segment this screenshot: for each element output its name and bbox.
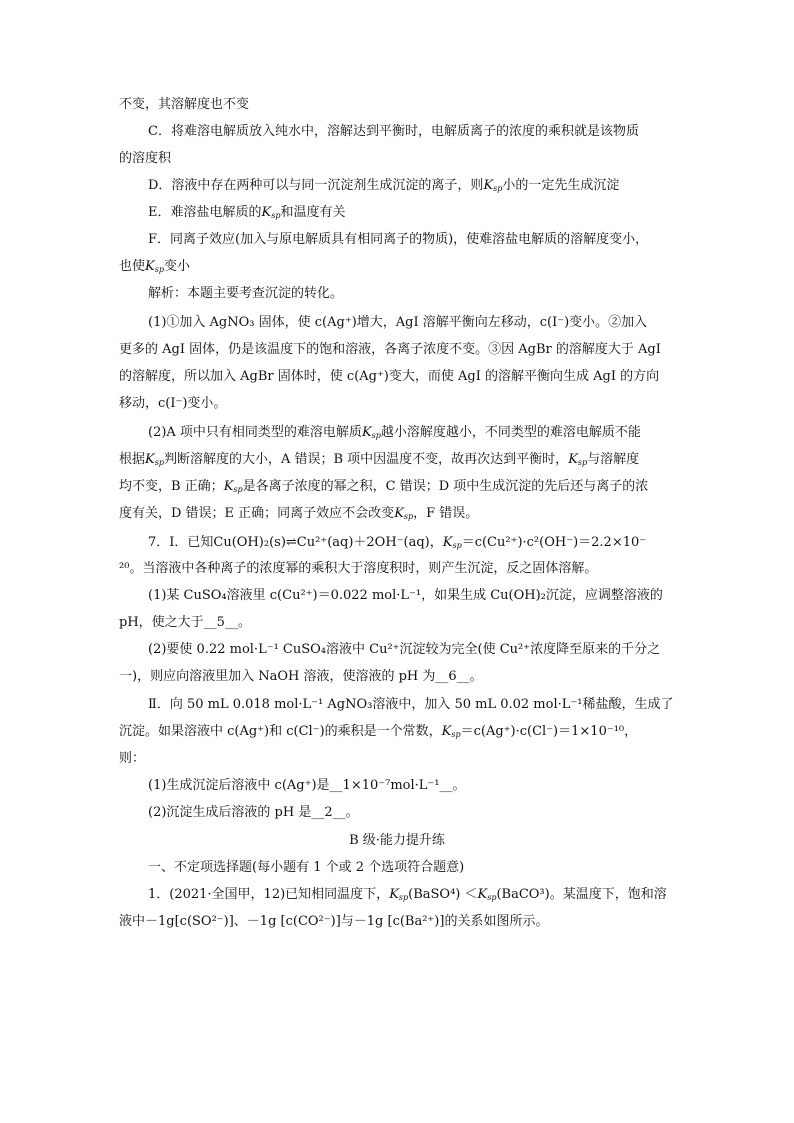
text: E．难溶盐电解质的 <box>148 205 262 220</box>
text: 和温度有关 <box>280 205 346 220</box>
ksp-symbol: $K_{sp}$ <box>483 178 503 193</box>
ksp-symbol: $K_{sp}$ <box>442 535 462 550</box>
question-line: 则： <box>119 751 146 766</box>
answer-blank: __5__ <box>203 615 238 630</box>
analysis-line: 根据$K_{sp}$判断溶解度的大小，A 错误；B 项中因温度不变，故再次达到平衡时，$K_{sp}$与溶解度 <box>119 452 640 467</box>
section-heading: B 级·能力提升练 <box>349 833 445 848</box>
analysis-heading: 解析：本题主要考查沉淀的转化。 <box>148 286 344 301</box>
question-1-line: 1．(2021·全国甲，12)已知相同温度下，$K_{sp}(BaSO^4)$ $<K_{sp}(BaCO^3)$。某温度下，饱和溶 <box>148 887 667 902</box>
text-line <box>119 258 190 276</box>
answer-blank: __2__ <box>311 805 346 820</box>
answer-blank: __1×10⁻⁷mol·L⁻¹__ <box>329 778 453 793</box>
analysis-line: 移动，c(I⁻)变小。 <box>119 396 227 411</box>
analysis-line: 均不变，B 正确；$K_{sp}$是各离子浓度的幂之积，C 错误；D 项中生成沉淀的先后还与离子的浓 <box>119 479 649 494</box>
ksp-symbol: $K_{sp}$ <box>394 506 414 521</box>
question-line: (2)要使 0.22 mol·L⁻¹ CuSO₄溶液中 Cu²⁺沉淀较为完全(使 Cu²⁺浓度降至原来的千分之 <box>148 642 661 657</box>
option-e-line <box>148 204 345 222</box>
question-1-line: 液中－1g[c(SO²⁻)]、－1g [c(CO²⁻)]与－1g [c(Ba²⁺)]的关系如图所示。 <box>119 914 549 929</box>
analysis-line: (2)A 项中只有相同类型的难溶电解质$K_{sp}$越小溶解度越小，不同类型的难溶电解质不能 <box>148 425 641 440</box>
question-7-line: 7．Ⅰ．已知Cu(OH)₂(s)⇌Cu²⁺(aq)＋2OH⁻(aq)，$K_{sp}=c(Cu^{2+})\cdot c^2(OH^-)=2.2\times 10^-$ <box>148 535 647 550</box>
question-line: 一)，则应向溶液里加入 NaOH 溶液，使溶液的 pH 为__6__。 <box>119 669 483 684</box>
ksp-symbol: $K_{sp}$ <box>477 887 497 902</box>
answer-blank: __6__ <box>435 669 470 684</box>
ksp-symbol: $K_{sp}$ <box>568 452 588 467</box>
option-f-line: F．同离子效应(加入与原电解质具有相同离子的物质)，使难溶盐电解质的溶解度变小， <box>148 232 649 247</box>
question-7-line: ²⁰。当溶液中各种离子的浓度幂的乘积大于溶度积时，则产生沉淀，反之固体溶解。 <box>119 561 598 576</box>
equilibrium-arrow-icon: ⇌ <box>285 535 297 550</box>
analysis-line: 更多的 AgI 固体，仍是该温度下的饱和溶液，各离子浓度不变。③因 AgBr 的溶解度大于 AgI <box>119 342 661 357</box>
option-c-line: C．将难溶电解质放入纯水中，溶解达到平衡时，电解质离子的浓度的乘积就是该物质 <box>148 124 639 139</box>
question-line: (2)沉淀生成后溶液的 pH 是__2__。 <box>148 805 359 820</box>
text: 小的一定先生成沉淀 <box>502 178 620 193</box>
question-line: 沉淀。如果溶液中 c(Ag⁺)和 c(Cl⁻)的乘积是一个常数，$K_{sp}=c(Ag^+)\cdot c(Cl^-)=1\times 10^{-10}$， <box>119 724 638 739</box>
analysis-line: (1)①加入 AgNO₃ 固体，使 c(Ag⁺)增大，AgI 溶解平衡向左移动，c(I⁻)变小。②加入 <box>148 315 648 330</box>
ksp-symbol: $K_{sp}$ <box>223 479 243 494</box>
question-line: pH，使之大于__5__。 <box>119 615 251 630</box>
ksp-symbol: $K_{sp}$ <box>361 425 381 440</box>
ksp-symbol: $K_{sp}$ <box>389 887 409 902</box>
text: 也使 <box>119 259 146 274</box>
analysis-line: 度有关，D 错误；E 正确；同离子效应不会改变$K_{sp}$，F 错误。 <box>119 506 479 521</box>
text-line: 的溶度积 <box>119 151 172 166</box>
text: 变小 <box>163 259 190 274</box>
ksp-symbol: $K_{sp}$ <box>441 724 461 739</box>
ksp-symbol: $K_{sp}$ <box>145 259 164 274</box>
section-subheading: 一、不定项选择题(每小题有 1 个或 2 个选项符合题意) <box>148 860 465 875</box>
analysis-line: 的溶解度，所以加入 AgBr 固体时，使 c(Ag⁺)变大，而使 AgI 的溶解平衡向生成 AgI 的方向 <box>119 369 660 384</box>
ksp-symbol: $K_{sp}$ <box>261 205 281 220</box>
question-line: (1)某 CuSO₄溶液里 c(Cu²⁺)＝0.022 mol·L⁻¹，如果生成 Cu(OH)₂沉淀，应调整溶液的 <box>148 588 663 603</box>
question-line: (1)生成沉淀后溶液中 c(Ag⁺)是__1×10⁻⁷mol·L⁻¹__。 <box>148 778 466 793</box>
option-d-line <box>148 177 619 195</box>
ksp-symbol: $K_{sp}$ <box>145 452 164 467</box>
text-line: 不变，其溶解度也不变 <box>119 97 250 112</box>
text: D．溶液中存在两种可以与同一沉淀剂生成沉淀的离子，则 <box>148 178 484 193</box>
question-line: Ⅱ．向 50 mL 0.018 mol·L⁻¹ AgNO₃溶液中，加入 50 mL 0.02 mol·L⁻¹稀盐酸，生成了 <box>148 697 674 712</box>
